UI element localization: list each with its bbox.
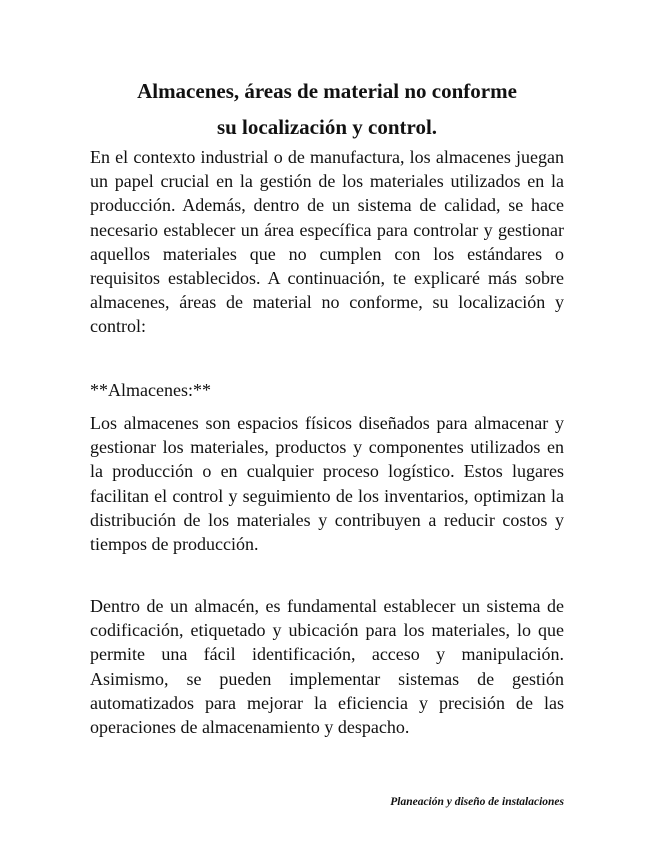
document-title-line-2: su localización y control. <box>216 115 438 139</box>
document-title-line-1: Almacenes, áreas de material no conforme <box>137 79 517 103</box>
section-heading-almacenes: **Almacenes:** <box>90 380 211 400</box>
almacenes-paragraph-1: Los almacenes son espacios físicos diseñados para almacenar y gestionar los materiales, productos y componentes utilizados en la producción o en cualquier proceso logístico. Estos lugares facilitan el control y seguimiento de los inventarios, optimizan la distribución de los materiales y contribuyen a reducir costos y tiempos de producción. <box>90 413 564 555</box>
almacenes-paragraph-2: Dentro de un almacén, es fundamental establecer un sistema de codificación, etiquetado y ubicación para los materiales, lo que permite una fácil identificación, acceso y manipulación. Asimismo, se pueden implementar sistemas de gestión automatizados para mejorar la eficiencia y precisión de las operaciones de almacenamiento y despacho. <box>90 596 564 738</box>
intro-paragraph: En el contexto industrial o de manufactura, los almacenes juegan un papel crucial en la gestión de los materiales utilizados en la producción. Además, dentro de un sistema de calidad, se hace necesario establecer un área específica para controlar y gestionar aquellos materiales que no cumplen con los estándares o requisitos establecidos. A continuación, te explicaré más sobre almacenes, áreas de material no conforme, su localización y control: <box>90 147 564 337</box>
page-footer: Planeación y diseño de instalaciones <box>390 796 564 808</box>
